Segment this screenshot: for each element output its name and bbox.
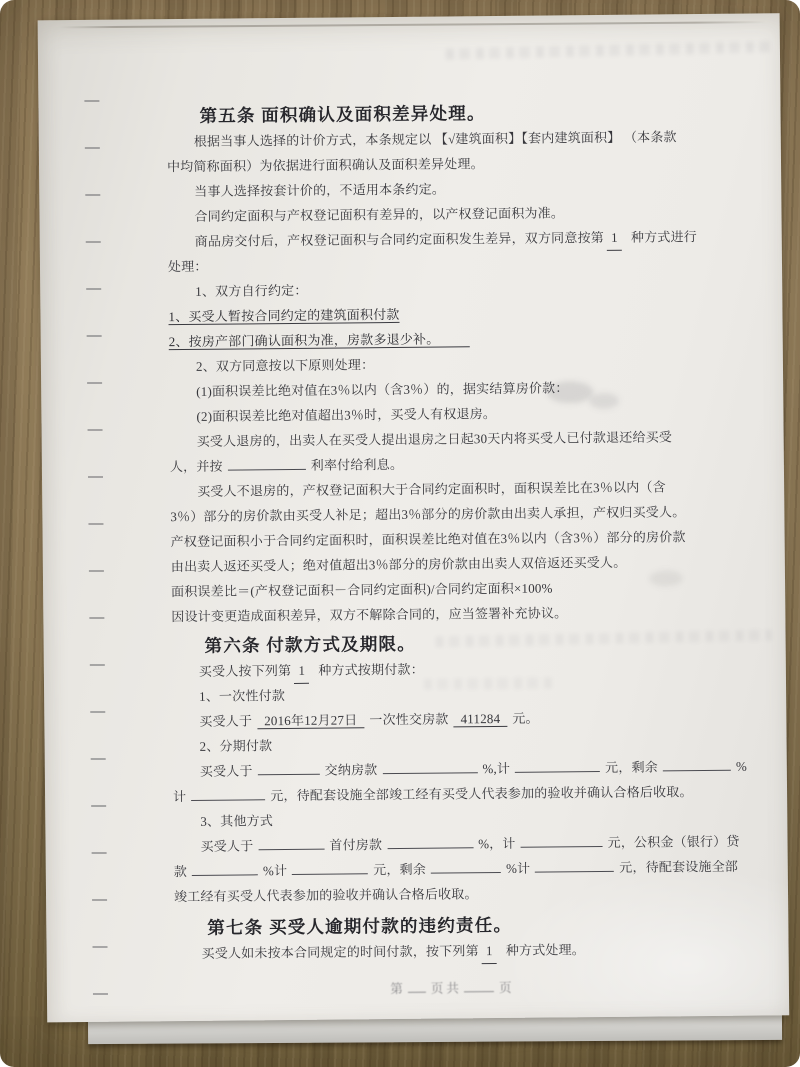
text-segment: 计: [173, 788, 187, 805]
text-segment: 种方式按期付款：: [318, 661, 424, 678]
article-5-heading: 第五条 面积确认及面积差异处理。: [199, 103, 486, 126]
contract-line: 买受人退房的，出卖人在买受人提出退房之日起30天内将买受人已付款退还给买受: [196, 429, 673, 449]
text-segment: %，计: [478, 835, 516, 852]
contract-line: 竣工经有买受人代表参加的验收并确认合格后收取。: [173, 886, 478, 905]
text-segment: 元，待配套设施全部竣工经有买受人代表参加的验收并确认合格后收取。: [270, 784, 693, 804]
text-segment: 元，公积金（银行）贷: [607, 833, 740, 850]
text-segment: 种方式处理。: [505, 942, 586, 958]
blank-field: [258, 760, 320, 776]
contract-line: 由出卖人返还买受人；绝对值超出3％部分的房价款由出卖人双倍返还买受人。: [170, 554, 627, 575]
blank-field: [663, 756, 731, 772]
text-segment: 买受人于: [199, 763, 253, 779]
selected-option-number: 1: [482, 938, 497, 964]
blank-field: [228, 455, 306, 471]
text-segment: 元，剩余: [605, 759, 659, 775]
text-segment: 元，剩余: [373, 861, 427, 878]
contract-line: 合同约定面积与产权登记面积有差异的，以产权登记面积为准。: [194, 205, 565, 224]
blank-field: [535, 857, 614, 873]
text-segment: %,计: [482, 760, 511, 777]
text-segment: 一次性交房款: [369, 711, 449, 728]
text-segment: 买受人按下列第: [198, 662, 292, 679]
text-segment: 种方式进行: [630, 229, 698, 245]
blank-field: [464, 980, 494, 992]
contract-line: 3、其他方式: [200, 813, 274, 829]
contract-formula: 面积误差比＝(产权登记面积－合同约定面积)/合同约定面积×100%: [171, 580, 553, 600]
contract-line: (1)面积误差比绝对值在3％以内（含3％）的，据实结算房价款：: [196, 380, 569, 399]
text-segment: 商品房交付后，产权登记面积与合同约定面积发生差异，双方同意按第: [194, 229, 605, 249]
blank-field: [258, 835, 324, 851]
text-segment: 交纳房款: [324, 762, 378, 778]
blank-field: [292, 859, 368, 875]
underlined-text: 2、按房产部门确认面积为准，房款多退少补。: [169, 331, 470, 350]
text-segment: 买受人如未按本合同规定的时间付款，按下列第: [201, 943, 479, 961]
text-segment: 买受人于: [200, 838, 254, 854]
contract-text: [38, 13, 790, 1022]
contract-line: 根据当事人选择的计价方式，本条规定以 【√建筑面积】【套内建筑面积】 （本条款: [193, 129, 677, 149]
contract-line: 3％）部分的房价款由买受人补足；超出3％部分的房价款由出卖人承担，产权归买受人。: [170, 504, 686, 525]
contract-line: (2)面积误差比绝对值超出3％时，买受人有权退房。: [196, 406, 497, 424]
text-segment: 页: [498, 980, 512, 996]
blank-field: [408, 981, 426, 993]
text-segment: 页 共: [430, 981, 460, 996]
underlined-text: 1、买受人暂按合同约定的建筑面积付款: [168, 306, 400, 325]
contract-line: 当事人选择按套计价的，不适用本条约定。: [194, 181, 446, 199]
text-segment: 买受人于: [199, 713, 253, 729]
text-segment: 人，并按: [169, 458, 223, 475]
contract-line: 中均简称面积）为依据进行面积确认及面积差异处理。: [166, 156, 484, 175]
text-segment: 元，待配套设施全部: [619, 858, 739, 875]
blank-field: [521, 832, 603, 848]
text-segment: 元。: [512, 710, 539, 726]
contract-line: 1、双方自行约定：: [195, 282, 308, 299]
selected-option-number: 1: [294, 658, 309, 684]
text-segment: %: [735, 758, 748, 774]
blank-field: [387, 833, 473, 849]
filled-payment-date: 2016年12月27日: [257, 712, 364, 729]
selected-option-number: 1: [607, 225, 622, 251]
filled-payment-amount: 411284: [453, 711, 507, 728]
contract-line: 处理：: [167, 258, 208, 275]
text-segment: 利率付给利息。: [310, 456, 404, 473]
text-segment: %计: [505, 860, 531, 876]
text-segment: 首付房款: [329, 837, 383, 853]
contract-line: 因设计变更造成面积差异，双方不解除合同的，应当签署补充协议。: [171, 605, 568, 625]
contract-line: 买受人不退房的，产权登记面积大于合同约定面积时，面积误差比在3％以内（含: [197, 479, 666, 499]
contract-page: [38, 13, 790, 1022]
contract-line: 2、双方同意按以下原则处理：: [195, 357, 375, 374]
contract-line: 2、分期付款: [199, 738, 273, 754]
blank-field: [192, 860, 258, 876]
text-segment: 款: [173, 863, 188, 880]
contract-line: 产权登记面积小于合同约定面积时，面积误差比绝对值在3％以内（含3％）部分的房价款: [170, 529, 686, 550]
text-segment: %计: [262, 863, 288, 879]
blank-field: [382, 758, 477, 774]
article-6-heading: 第六条 付款方式及期限。: [204, 633, 416, 656]
blank-field: [191, 785, 265, 801]
blank-field: [515, 757, 600, 773]
contract-line: [174, 936, 742, 966]
text-segment: 第: [390, 981, 403, 997]
contract-line: 1、一次性付款: [199, 688, 286, 704]
blank-field: [431, 858, 501, 874]
article-7-heading: 第七条 买受人逾期付款的违约责任。: [207, 914, 513, 938]
